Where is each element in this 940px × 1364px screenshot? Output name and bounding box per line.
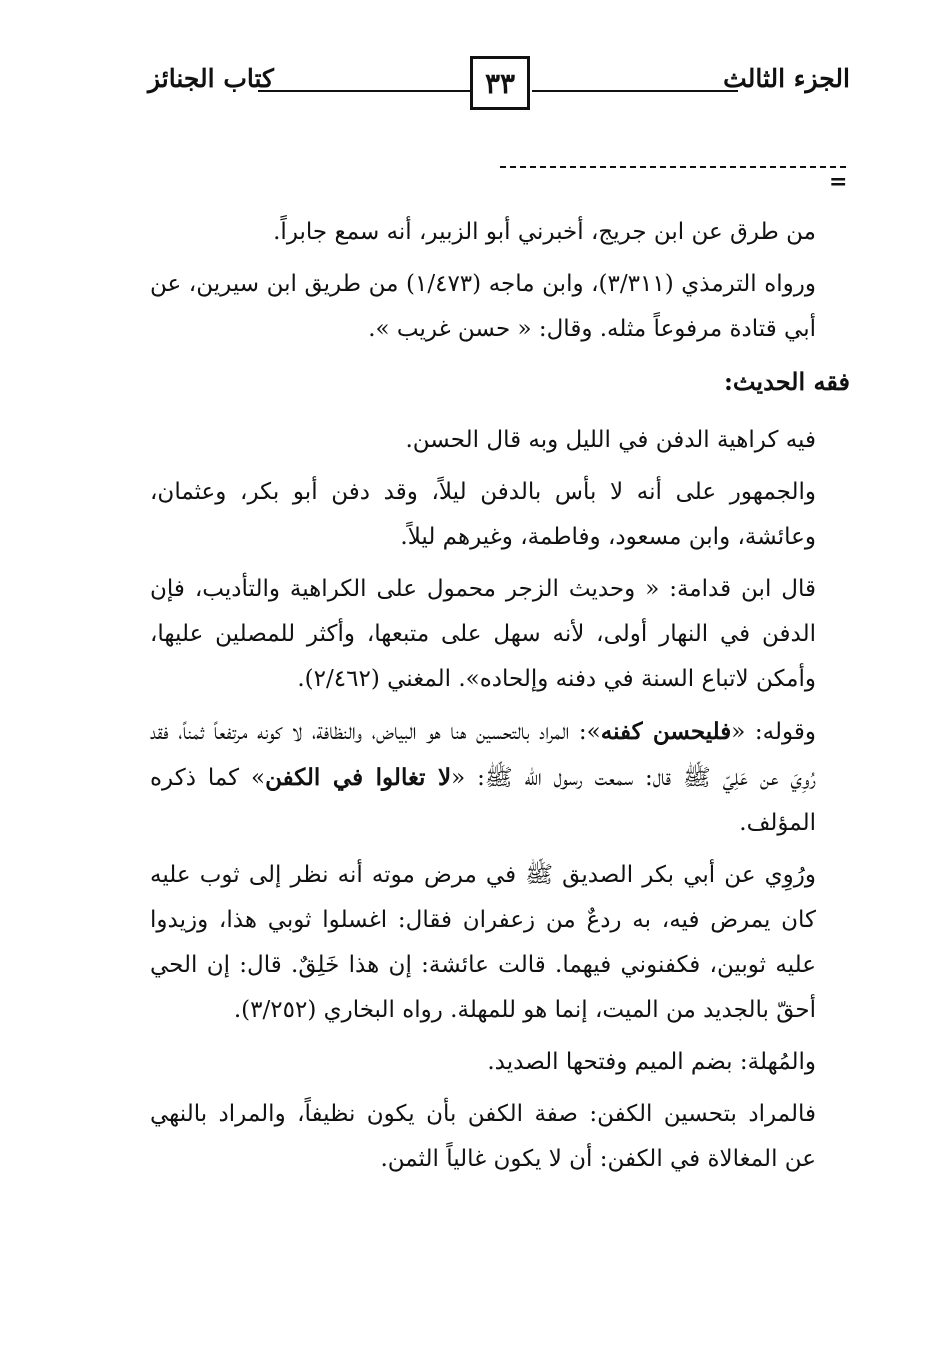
- paragraph: [150, 709, 816, 846]
- footnote-divider: [500, 166, 846, 168]
- paragraph: من طرق عن ابن جريج، أخبرني أبو الزبير، أنه سمع جابراً.: [273, 219, 816, 245]
- header-rule-right: [532, 90, 738, 92]
- hadith-quote: لا تغالوا في الكفن: [265, 764, 452, 791]
- hadith-quote: فليحسن كفنه: [600, 718, 732, 745]
- paragraph: فالمراد بتحسين الكفن: صفة الكفن بأن يكون نظيفاً، والمراد بالنهي عن المغالاة في الكفن: أن لا يكون غالياً الثمن.: [150, 1101, 816, 1172]
- paragraph: قال ابن قدامة: « وحديث الزجر محمول على الكراهية والتأديب، فإن الدفن في النهار أولى، لأنه سهل على متبعها، وأكثر للمصلين عليها، وأمكن لاتباع السنة في دفنه وإلحاده». المغني (٢/٤٦٢).: [150, 576, 816, 692]
- paragraph: ورواه الترمذي (٣/٣١١)، وابن ماجه (١/٤٧٣) من طريق ابن سيرين، عن أبي قتادة مرفوعاً مثله. وقال: « حسن غريب ».: [150, 271, 816, 342]
- paragraph: والجمهور على أنه لا بأس بالدفن ليلاً، وقد دفن أبو بكر، وعثمان، وعائشة، وابن مسعود، وفاطمة، وغيرهم ليلاً.: [150, 479, 816, 550]
- paragraph: والمُهلة: بضم الميم وفتحها الصديد.: [487, 1049, 816, 1075]
- section-heading: فقه الحديث:: [723, 367, 850, 396]
- footnote-continuation-mark: =: [829, 169, 848, 195]
- text-run: وقوله: «: [731, 719, 816, 745]
- header-rule-left: [258, 90, 470, 92]
- paragraph: ورُوِي عن أبي بكر الصديق ﷺ في مرض موته أنه نظر إلى ثوب عليه كان يمرض فيه، به ردعٌ من زعفران فقال: اغسلوا ثوبي هذا، وزيدوا عليه ثوبين، فكفنوني فيهما. قالت عائشة: إن هذا خَلِقٌ. قال: إن الحي أحقّ بالجديد من الميت، إنما هو للمهلة. رواه البخاري (٣/٢٥٢).: [150, 862, 816, 1023]
- page-header: [0, 56, 940, 126]
- paragraph: فيه كراهية الدفن في الليل وبه قال الحسن.: [405, 427, 816, 453]
- page-number: ٣٣: [470, 56, 530, 110]
- page-body: [150, 210, 850, 1189]
- chapter-title: كتاب الجنائز: [148, 64, 274, 93]
- volume-title: الجزء الثالث: [723, 64, 850, 93]
- text-run: »: المراد بالتحسين هنا هو البياض، والنظافة، لا كونه مرتفعاً ثمناً، فقد رُوِيَ عن عَلِيّ ﷺ قال: سمعت رسول الله ﷺ: «: [150, 719, 816, 791]
- text-run: » كما ذكره المؤلف.: [150, 765, 816, 836]
